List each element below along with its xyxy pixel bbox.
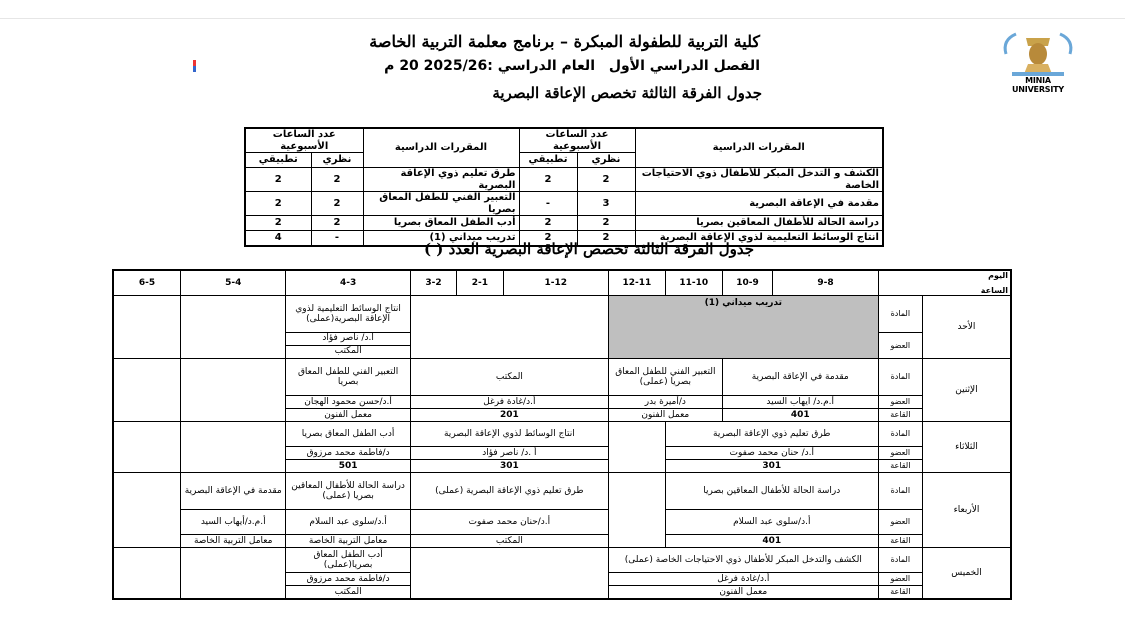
- mon-empty-1: [181, 359, 286, 422]
- mon-room-1: 401: [722, 409, 878, 422]
- sun-member-1: [286, 333, 410, 359]
- table-row: [245, 216, 883, 231]
- wed-room-4: معامل التربية الخاصة: [181, 535, 286, 548]
- logo-caption: MINIA UNIVERSITY: [1012, 76, 1064, 94]
- tue-empty-2: [181, 422, 286, 473]
- course-name: تدريب ميداني (1): [363, 231, 519, 247]
- thu-empty-2: [181, 548, 286, 600]
- slot-header: 10-9: [722, 270, 773, 296]
- slot-header: 2-1: [457, 270, 503, 296]
- label-member: العضو: [878, 447, 922, 460]
- thu-subject-1: الكشف والتدخل المبكر للأطفال ذوي الاحتياجات الخاصة (عملى): [608, 548, 878, 573]
- tue-room-2: 301: [410, 460, 608, 473]
- slot-header: 1-12: [503, 270, 608, 296]
- col-theory: نظري: [577, 153, 635, 168]
- wed-room-2: المكتب: [410, 535, 608, 548]
- course-theory: 2: [311, 168, 363, 192]
- academic-year: العام الدراسي :2025/26 20 م: [384, 58, 595, 74]
- wed-room-3: معامل التربية الخاصة: [286, 535, 410, 548]
- wednesday-subject-row: [113, 473, 1011, 510]
- sun-room-1: المكتب: [334, 346, 362, 356]
- mon-member-2: د/أميرة بدر: [608, 396, 722, 409]
- schedule-table: [112, 269, 1012, 600]
- course-theory: -: [311, 231, 363, 247]
- courses-table: [244, 127, 884, 247]
- mon-subject-3: المكتب: [410, 359, 608, 396]
- label-subject: المادة: [878, 548, 922, 573]
- mon-room-2: معمل الفنون: [608, 409, 722, 422]
- mon-subject-1: مقدمة في الإعاقة البصرية: [722, 359, 878, 396]
- mon-member-1: أ.م.د/ ايهاب السيد: [722, 396, 878, 409]
- tue-subject-1: طرق تعليم ذوي الإعاقة البصرية: [665, 422, 878, 447]
- sunday-subject-row: [113, 296, 1011, 333]
- course-name: التعبير الفني للطفل المعاق بصريا: [363, 192, 519, 216]
- tue-subject-2: انتاج الوسائط لذوي الإعاقة البصرية: [410, 422, 608, 447]
- course-theory: 2: [577, 168, 635, 192]
- tue-empty-3: [113, 422, 181, 473]
- mon-empty-2: [113, 359, 181, 422]
- slot-header: 6-5: [113, 270, 181, 296]
- wed-member-4: أ.م.د/أيهاب السيد: [181, 510, 286, 535]
- semester-label: الفصل الدراسي الأول: [608, 58, 760, 74]
- wed-member-2: أ.د/حنان محمد صفوت: [410, 510, 608, 535]
- course-practical: 2: [245, 192, 311, 216]
- table-row: [245, 168, 883, 192]
- label-member: العضو: [878, 573, 922, 586]
- slot-header: 5-4: [181, 270, 286, 296]
- mon-subject-4: التعبير الفني للطفل المعاق بصريا: [286, 359, 410, 396]
- pen-mark: [193, 60, 196, 72]
- thu-subject-2: أدب الطفل المعاق بصريا(عملى): [286, 548, 410, 573]
- mon-room-3: 201: [410, 409, 608, 422]
- day-sunday: الأحد: [922, 296, 1011, 359]
- wed-subject-4: مقدمة في الإعاقة البصرية: [181, 473, 286, 510]
- sun-member-1-name: أ.د/ ناصر فؤاد: [286, 333, 409, 346]
- thu-member-2: د/فاطمة محمد مرزوق: [286, 573, 410, 586]
- sun-empty-1: [410, 296, 608, 359]
- label-room: القاعة: [878, 535, 922, 548]
- corner-day: اليوم: [988, 271, 1008, 280]
- col-courses-right: المقررات الدراسية: [635, 128, 883, 168]
- course-practical: -: [519, 192, 577, 216]
- slot-header: 12-11: [608, 270, 665, 296]
- course-name: الكشف و التدخل المبكر للأطفال ذوي الاحتياجات الخاصة: [635, 168, 883, 192]
- label-member: العضو: [878, 510, 922, 535]
- course-practical: 4: [245, 231, 311, 247]
- wed-subject-1: دراسة الحالة للأطفال المعاقين بصريا: [665, 473, 878, 510]
- tuesday-subject-row: [113, 422, 1011, 447]
- label-subject: المادة: [878, 422, 922, 447]
- course-name: أدب الطفل المعاق بصريا: [363, 216, 519, 231]
- slots-header-row: [113, 270, 1011, 296]
- tue-room-3: 501: [286, 460, 410, 473]
- field-training-block: تدريب ميداني (1): [608, 296, 878, 359]
- label-room: القاعة: [878, 460, 922, 473]
- mon-room-4: معمل الفنون: [286, 409, 410, 422]
- wed-member-1: أ.د/سلوى عبد السلام: [665, 510, 878, 535]
- wednesday-room-row: [113, 535, 1011, 548]
- faculty-line: كلية التربية للطفولة المبكرة – برنامج معلمة التربية الخاصة: [369, 32, 760, 51]
- course-practical: 2: [519, 231, 577, 247]
- day-wednesday: الأربعاء: [922, 473, 1011, 548]
- day-tuesday: الثلاثاء: [922, 422, 1011, 473]
- tue-empty-1: [608, 422, 665, 473]
- day-thursday: الخميس: [922, 548, 1011, 600]
- thu-member-1: أ.د/غادة فرغل: [608, 573, 878, 586]
- tue-member-3: د/فاطمة محمد مرزوق: [286, 447, 410, 460]
- label-member: العضو: [878, 333, 922, 359]
- top-border: [0, 18, 1125, 19]
- table-row: [245, 192, 883, 216]
- corner-hour: الساعة: [980, 285, 1008, 295]
- thu-room-2: المكتب: [286, 586, 410, 600]
- tue-room-1: 301: [665, 460, 878, 473]
- label-room: القاعة: [878, 586, 922, 600]
- sun-empty-3: [113, 296, 181, 359]
- label-member: العضو: [878, 396, 922, 409]
- tue-member-2: أ .د/ ناصر فؤاد: [410, 447, 608, 460]
- thu-empty-3: [113, 548, 181, 600]
- monday-subject-row: [113, 359, 1011, 396]
- slot-header: 3-2: [410, 270, 456, 296]
- day-monday: الإثنين: [922, 359, 1011, 422]
- thursday-subject-row: [113, 548, 1011, 573]
- col-practical: تطبيقي: [519, 153, 577, 168]
- course-theory: 2: [577, 216, 635, 231]
- course-practical: 2: [519, 216, 577, 231]
- wed-empty-1: [608, 473, 665, 548]
- course-name: دراسة الحالة للأطفال المعاقين بصريا: [635, 216, 883, 231]
- tue-member-1: أ.د/ حنان محمد صفوت: [665, 447, 878, 460]
- mon-subject-2: التعبير الفني للطفل المعاق بصريا (عملى): [608, 359, 722, 396]
- course-theory: 2: [311, 192, 363, 216]
- thu-empty-1: [410, 548, 608, 600]
- thu-room-1: معمل الفنون: [608, 586, 878, 600]
- slot-header: 4-3: [286, 270, 410, 296]
- tue-subject-3: أدب الطفل المعاق بصريا: [286, 422, 410, 447]
- course-name: مقدمة في الإعاقة البصرية: [635, 192, 883, 216]
- course-practical: 2: [245, 168, 311, 192]
- mon-member-3: أ.د/غادة فرغل: [410, 396, 608, 409]
- page-title: جدول الفرقة الثالثة تخصص الإعاقة البصرية: [492, 84, 762, 102]
- course-name: طرق تعليم ذوي الإعاقة البصرية: [363, 168, 519, 192]
- wednesday-member-row: [113, 510, 1011, 535]
- label-subject: المادة: [878, 296, 922, 333]
- sun-subject-1: انتاج الوسائط التعليمية لذوي الإعاقة البصرية(عملى): [286, 296, 410, 333]
- col-practical: تطبيقي: [245, 153, 311, 168]
- sun-empty-2: [181, 296, 286, 359]
- wed-member-3: أ.د/سلوى عبد السلام: [286, 510, 410, 535]
- corner-cell: [878, 270, 1011, 296]
- course-name: انتاج الوسائط التعليمية لذوي الإعاقة البصرية: [635, 231, 883, 247]
- label-room: القاعة: [878, 409, 922, 422]
- mon-member-4: أ.د/حسن محمود الهجان: [286, 396, 410, 409]
- course-theory: 3: [577, 192, 635, 216]
- col-hours-left: عدد الساعات الأسبوعية: [245, 128, 363, 153]
- course-theory: 2: [577, 231, 635, 247]
- label-subject: المادة: [878, 359, 922, 396]
- wed-room-1: 401: [665, 535, 878, 548]
- wed-subject-2: طرق تعليم ذوي الإعاقة البصرية (عملى): [410, 473, 608, 510]
- label-subject: المادة: [878, 473, 922, 510]
- schedule-title: جدول الفرقة الثالثة تخصص الإعاقة البصرية العدد ( ): [423, 240, 754, 258]
- col-hours-right: عدد الساعات الأسبوعية: [519, 128, 635, 153]
- slot-header: 9-8: [773, 270, 878, 296]
- course-practical: 2: [245, 216, 311, 231]
- course-practical: 2: [519, 168, 577, 192]
- col-courses-left: المقررات الدراسية: [363, 128, 519, 168]
- wed-subject-3: دراسة الحالة للأطفال المعاقين بصريا (عملى): [286, 473, 410, 510]
- col-theory: نظري: [311, 153, 363, 168]
- wed-empty-2: [113, 473, 181, 548]
- course-theory: 2: [311, 216, 363, 231]
- slot-header: 11-10: [665, 270, 722, 296]
